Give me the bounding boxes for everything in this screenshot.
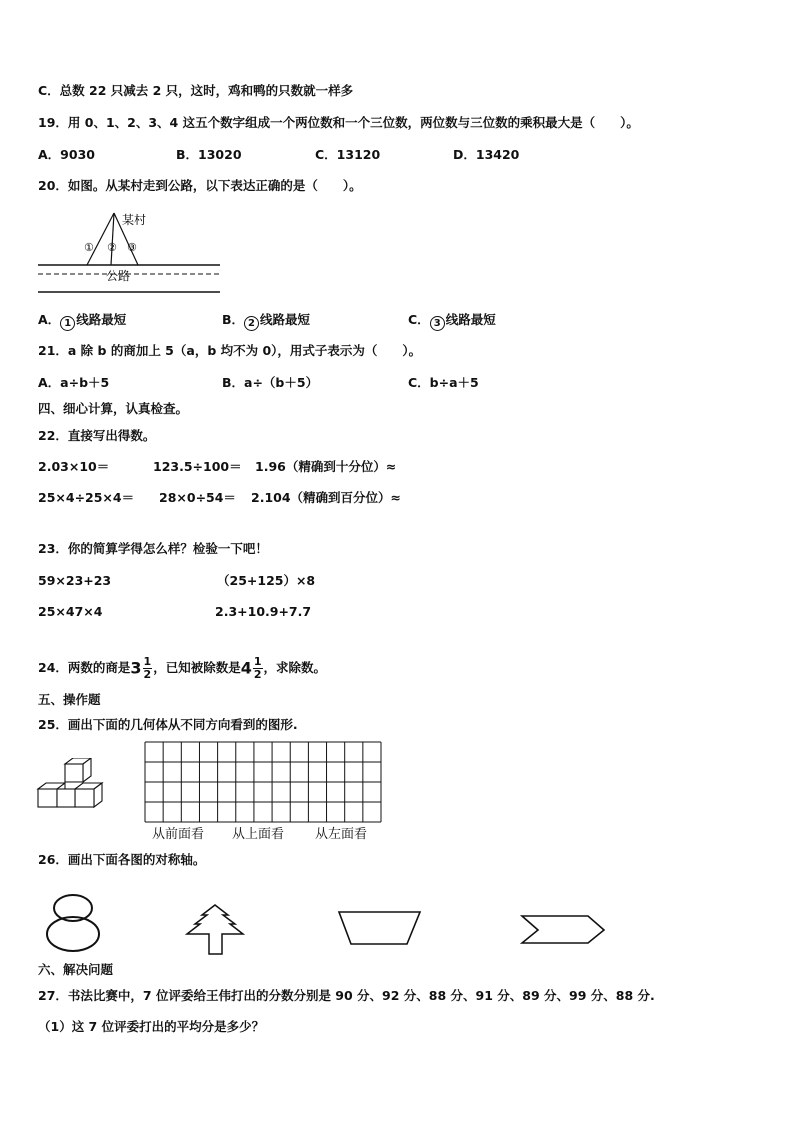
section-6-heading: 六、解决问题 <box>38 962 114 977</box>
cube-solid-figure <box>36 758 106 810</box>
q22-item-1: 2.03×10＝ <box>38 459 110 474</box>
section-5-heading: 五、操作题 <box>38 692 101 707</box>
q19-stem: 19．用 0、1、2、3、4 这五个数字组成一个两位数和一个三位数，两位数与三位数的乘积最大是（ ）。 <box>38 115 639 130</box>
view-label-front: 从前面看 <box>152 827 205 842</box>
drawing-grid <box>144 741 382 823</box>
q22-item-5: 28×0÷54＝ <box>159 490 236 505</box>
view-label-top: 从上面看 <box>232 827 285 842</box>
q23-stem: 23．你的简算学得怎么样？检验一下吧！ <box>38 541 268 556</box>
circled-2-icon: 2 <box>244 316 259 331</box>
village-road-figure <box>38 208 223 298</box>
q27-stem: 27．书法比赛中，7 位评委给王伟打出的分数分别是 90 分、92 分、88 分、91 分、89 分、99 分、88 分. <box>38 988 655 1003</box>
figure-eight-shape <box>44 893 104 953</box>
circled-3-icon: 3 <box>430 316 445 331</box>
q22-stem: 22．直接写出得数。 <box>38 428 156 443</box>
q25-stem: 25．画出下面的几何体从不同方向看到的图形. <box>38 717 298 732</box>
q19-option-c: C．13120 <box>315 147 381 162</box>
section-4-heading: 四、细心计算，认真检查。 <box>38 401 189 416</box>
q19-option-a: A．9030 <box>38 147 95 162</box>
q19-option-b: B．13020 <box>176 147 242 162</box>
q18-option-c: C．总数 22 只减去 2 只，这时，鸡和鸭的只数就一样多 <box>38 83 354 98</box>
q22-item-6: 2.104（精确到百分位）≈ <box>251 490 402 505</box>
q21-option-b: B．a÷（b＋5） <box>222 375 319 390</box>
circled-1-icon: 1 <box>60 316 75 331</box>
q23-item-4: 2.3+10.9+7.7 <box>215 604 312 619</box>
q23-item-2: （25+125）×8 <box>217 573 316 588</box>
chevron-arrow-shape <box>520 914 608 946</box>
q23-item-3: 25×47×4 <box>38 604 103 619</box>
route-2-mark: ② <box>107 241 117 254</box>
q20-option-b: B． 2 线路最短 <box>222 312 311 329</box>
q21-stem: 21．a 除 b 的商加上 5（a，b 均不为 0），用式子表示为（ ）。 <box>38 343 422 358</box>
q20-option-a: A． 1 线路最短 <box>38 312 127 329</box>
trapezoid-shape <box>337 910 423 946</box>
q20-option-c: C． 3 线路最短 <box>408 312 496 329</box>
q24-stem: 24．两数的商是3 $\frac{1}{2}$ ，已知被除数是4 $\frac{1}{2}$ ，求除数。 <box>38 655 327 681</box>
q19-option-d: D．13420 <box>453 147 520 162</box>
q21-option-a: A．a÷b＋5 <box>38 375 110 390</box>
q23-item-1: 59×23+23 <box>38 573 112 588</box>
fraction-one-half: $\frac{1}{2}$ <box>143 655 152 681</box>
view-label-left: 从左面看 <box>315 827 368 842</box>
route-1-mark: ① <box>84 241 94 254</box>
tree-arrow-shape <box>184 904 246 956</box>
route-3-mark: ③ <box>127 241 137 254</box>
q22-item-3: 1.96（精确到十分位）≈ <box>255 459 397 474</box>
fraction-one-half: $\frac{1}{2}$ <box>253 655 262 681</box>
q21-option-c: C．b÷a＋5 <box>408 375 479 390</box>
q26-stem: 26．画出下面各图的对称轴。 <box>38 852 206 867</box>
q20-stem: 20．如图。从某村走到公路，以下表达正确的是（ ）。 <box>38 178 362 193</box>
q27-sub-question-1: （1）这 7 位评委打出的平均分是多少？ <box>38 1019 265 1034</box>
road-label: 公路 <box>106 269 131 283</box>
village-label: 某村 <box>122 213 147 227</box>
q22-item-4: 25×4÷25×4＝ <box>38 490 135 505</box>
q22-item-2: 123.5÷100＝ <box>153 459 242 474</box>
